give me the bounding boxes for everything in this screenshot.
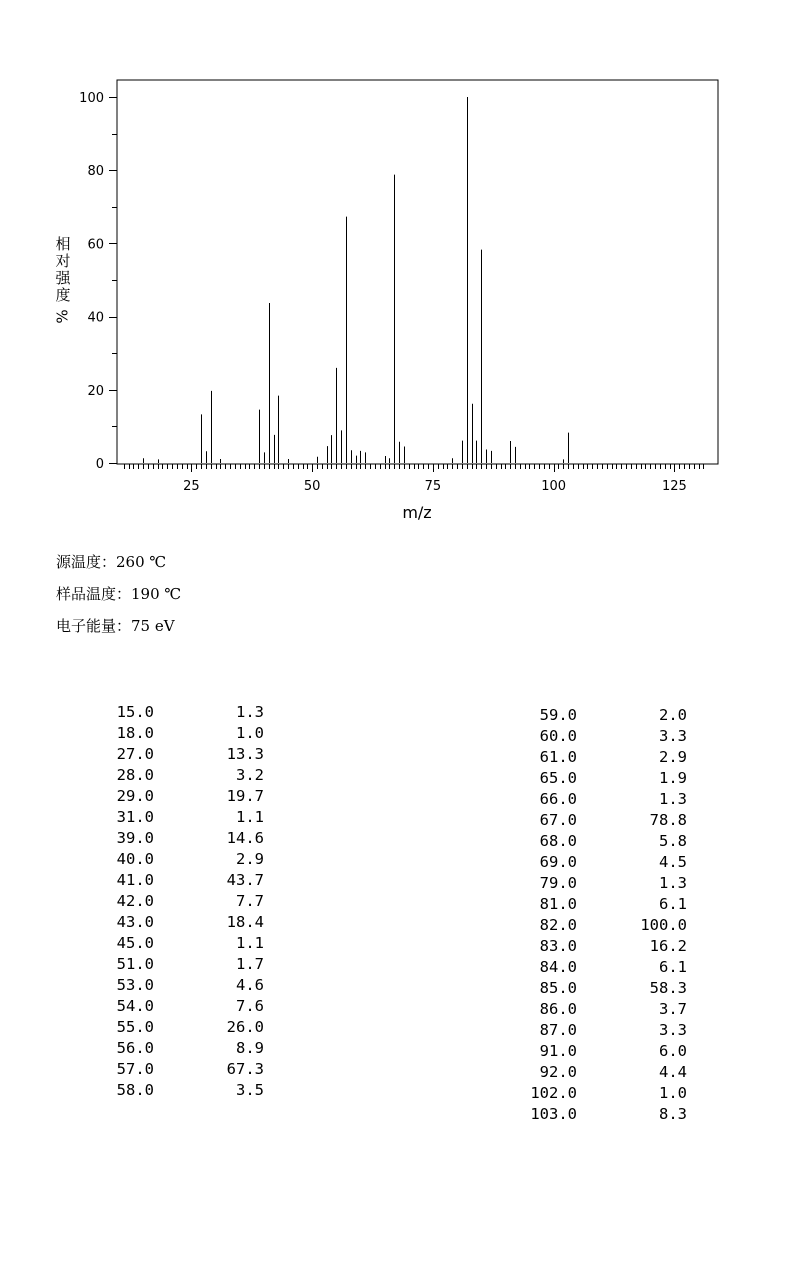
peak-mz: 69.0 xyxy=(539,853,577,871)
peak-mz: 58.0 xyxy=(116,1081,154,1099)
mass-spectrum-chart xyxy=(0,0,794,530)
peak-intensity: 6.1 xyxy=(659,958,687,976)
peak-mz: 57.0 xyxy=(116,1060,154,1078)
peak-row xyxy=(510,747,687,768)
peak-mz: 41.0 xyxy=(116,871,154,889)
y-axis-title-char: 度 xyxy=(55,286,71,304)
peak-intensity: 16.2 xyxy=(649,937,687,955)
y-tick-label: 40 xyxy=(87,310,104,326)
peak-row xyxy=(510,894,687,915)
peak-row xyxy=(510,957,687,978)
peak-intensity: 1.9 xyxy=(659,769,687,787)
peak-intensity: 18.4 xyxy=(226,913,264,931)
peak-mz: 86.0 xyxy=(539,1000,577,1018)
peak-mz: 87.0 xyxy=(539,1021,577,1039)
peak-row xyxy=(510,768,687,789)
peak-intensity: 8.3 xyxy=(659,1105,687,1123)
peak-row xyxy=(96,765,264,786)
y-tick-label: 20 xyxy=(87,383,104,399)
peak-row xyxy=(510,999,687,1020)
peak-mz: 67.0 xyxy=(539,811,577,829)
peak-mz: 56.0 xyxy=(116,1039,154,1057)
peak-row xyxy=(96,912,264,933)
peak-mz: 102.0 xyxy=(530,1084,577,1102)
x-tick-label: 75 xyxy=(424,479,442,494)
peak-mz: 83.0 xyxy=(539,937,577,955)
peak-mz: 92.0 xyxy=(539,1063,577,1081)
peak-intensity: 8.9 xyxy=(236,1039,264,1057)
peak-intensity: 7.7 xyxy=(236,892,264,910)
peak-intensity: 14.6 xyxy=(226,829,264,847)
peak-intensity: 26.0 xyxy=(226,1018,264,1036)
y-axis-title xyxy=(53,236,73,325)
peak-mz: 45.0 xyxy=(116,934,154,952)
peak-mz: 68.0 xyxy=(539,832,577,850)
peak-mz: 54.0 xyxy=(116,997,154,1015)
peak-row xyxy=(510,936,687,957)
x-tick-label: 100 xyxy=(541,479,567,494)
x-axis-title: m/z xyxy=(402,503,432,522)
peak-row xyxy=(96,1059,264,1080)
peak-row xyxy=(510,1062,687,1083)
peak-mz: 84.0 xyxy=(539,958,577,976)
peak-row xyxy=(510,789,687,810)
peak-mz: 43.0 xyxy=(116,913,154,931)
peak-row xyxy=(96,954,264,975)
peak-intensity: 1.0 xyxy=(659,1084,687,1102)
peak-row xyxy=(510,810,687,831)
peak-intensity: 1.1 xyxy=(236,808,264,826)
peak-mz: 82.0 xyxy=(539,916,577,934)
peak-mz: 85.0 xyxy=(539,979,577,997)
peak-row xyxy=(96,849,264,870)
peak-row xyxy=(510,1041,687,1062)
peak-intensity: 3.3 xyxy=(659,1021,687,1039)
peak-intensity: 3.3 xyxy=(659,727,687,745)
y-tick-label: 100 xyxy=(79,91,104,106)
peak-row xyxy=(96,870,264,891)
peak-table-right xyxy=(510,705,687,1125)
peak-intensity: 43.7 xyxy=(226,871,264,889)
peak-intensity: 78.8 xyxy=(649,811,687,829)
peak-row xyxy=(510,705,687,726)
peak-mz: 59.0 xyxy=(539,706,577,724)
peak-row xyxy=(510,831,687,852)
peak-intensity: 3.7 xyxy=(659,1000,687,1018)
peak-mz: 91.0 xyxy=(539,1042,577,1060)
peak-mz: 61.0 xyxy=(539,748,577,766)
x-axis-ticks xyxy=(125,464,704,494)
peak-mz: 28.0 xyxy=(116,766,154,784)
peak-intensity: 4.6 xyxy=(236,976,264,994)
peak-mz: 40.0 xyxy=(116,850,154,868)
peak-mz: 81.0 xyxy=(539,895,577,913)
y-axis-title-char: 强 xyxy=(55,269,71,287)
peak-intensity: 1.3 xyxy=(236,703,264,721)
x-tick-label: 50 xyxy=(303,479,321,494)
peak-row xyxy=(96,744,264,765)
y-axis-title-char: 相 xyxy=(55,235,71,253)
peak-row xyxy=(510,1083,687,1104)
peak-row xyxy=(510,852,687,873)
y-axis-ticks xyxy=(79,91,117,472)
peak-row xyxy=(96,702,264,723)
peak-mz: 39.0 xyxy=(116,829,154,847)
peak-row xyxy=(510,1020,687,1041)
peak-row xyxy=(96,975,264,996)
peak-row xyxy=(96,807,264,828)
peak-mz: 15.0 xyxy=(116,703,154,721)
peak-mz: 18.0 xyxy=(116,724,154,742)
peak-row xyxy=(510,726,687,747)
peak-mz: 55.0 xyxy=(116,1018,154,1036)
peak-row xyxy=(510,978,687,999)
peak-intensity: 58.3 xyxy=(649,979,687,997)
plot-frame xyxy=(117,80,718,464)
peak-mz: 65.0 xyxy=(539,769,577,787)
peak-intensity: 3.5 xyxy=(236,1081,264,1099)
peak-intensity: 6.0 xyxy=(659,1042,687,1060)
peak-intensity: 3.2 xyxy=(236,766,264,784)
y-axis-unit: % xyxy=(53,309,72,324)
peak-layer xyxy=(144,97,569,463)
peak-intensity: 1.0 xyxy=(236,724,264,742)
peak-row xyxy=(510,915,687,936)
peak-intensity: 100.0 xyxy=(640,916,687,934)
y-axis-title-char: 对 xyxy=(55,252,71,270)
peak-mz: 66.0 xyxy=(539,790,577,808)
peak-intensity: 19.7 xyxy=(226,787,264,805)
peak-intensity: 1.7 xyxy=(236,955,264,973)
peak-intensity: 5.8 xyxy=(659,832,687,850)
sample-temperature: 样品温度：190 ℃ xyxy=(56,585,182,603)
peak-intensity: 7.6 xyxy=(236,997,264,1015)
peak-row xyxy=(96,1080,264,1101)
peak-mz: 27.0 xyxy=(116,745,154,763)
peak-row xyxy=(96,828,264,849)
peak-intensity: 2.9 xyxy=(659,748,687,766)
y-tick-label: 0 xyxy=(95,457,104,472)
peak-row xyxy=(96,723,264,744)
peak-intensity: 1.3 xyxy=(659,874,687,892)
peak-mz: 51.0 xyxy=(116,955,154,973)
peak-table-left xyxy=(96,702,264,1101)
peak-mz: 103.0 xyxy=(530,1105,577,1123)
source-temperature: 源温度：260 ℃ xyxy=(56,553,167,571)
peak-intensity: 67.3 xyxy=(226,1060,264,1078)
x-tick-label: 125 xyxy=(661,479,687,494)
peak-mz: 42.0 xyxy=(116,892,154,910)
peak-intensity: 4.5 xyxy=(659,853,687,871)
peak-row xyxy=(96,786,264,807)
y-tick-label: 60 xyxy=(87,237,104,253)
peak-mz: 79.0 xyxy=(539,874,577,892)
electron-energy: 电子能量：75 eV xyxy=(56,617,175,635)
peak-intensity: 4.4 xyxy=(659,1063,687,1081)
peak-mz: 60.0 xyxy=(539,727,577,745)
peak-row xyxy=(96,1038,264,1059)
x-tick-label: 25 xyxy=(183,479,200,494)
peak-intensity: 2.9 xyxy=(236,850,264,868)
peak-row xyxy=(96,1017,264,1038)
peak-intensity: 13.3 xyxy=(226,745,264,763)
peak-intensity: 1.1 xyxy=(236,934,264,952)
peak-intensity: 6.1 xyxy=(659,895,687,913)
y-tick-label: 80 xyxy=(87,164,104,180)
peak-row xyxy=(96,891,264,912)
peak-mz: 31.0 xyxy=(116,808,154,826)
peak-mz: 29.0 xyxy=(116,787,154,805)
peak-row xyxy=(510,873,687,894)
peak-row xyxy=(96,996,264,1017)
peak-intensity: 1.3 xyxy=(659,790,687,808)
peak-intensity: 2.0 xyxy=(659,706,687,724)
peak-mz: 53.0 xyxy=(116,976,154,994)
peak-row xyxy=(510,1104,687,1125)
peak-row xyxy=(96,933,264,954)
